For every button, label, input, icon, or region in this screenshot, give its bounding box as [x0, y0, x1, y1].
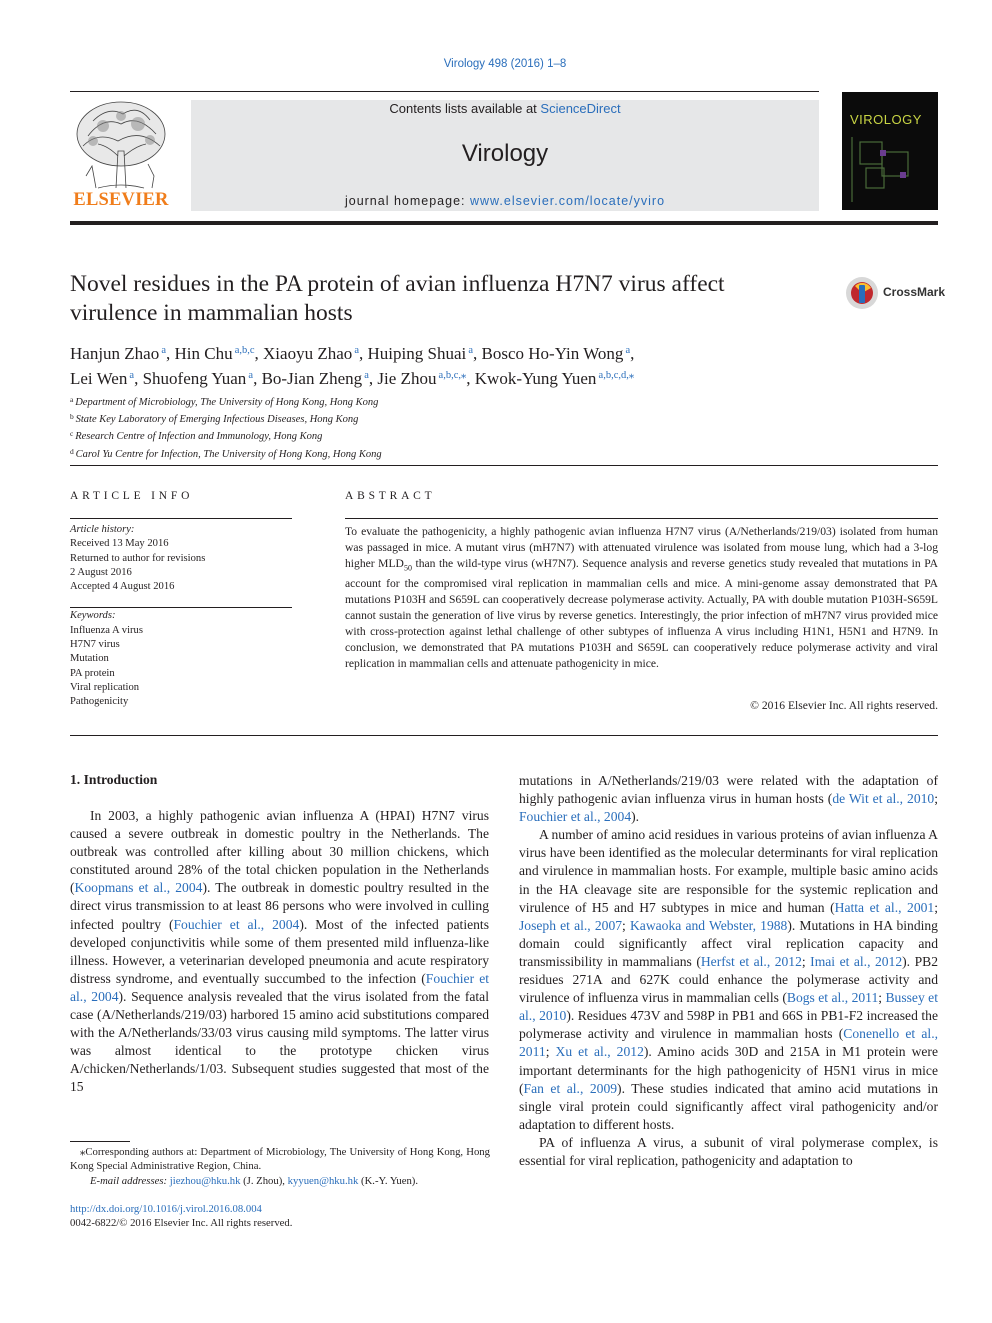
citation-link[interactable]: Imai et al., 2012	[810, 953, 903, 969]
article-info-heading: ARTICLE INFO	[70, 490, 194, 502]
doi-link[interactable]: http://dx.doi.org/10.1016/j.virol.2016.08.004	[70, 1203, 262, 1215]
author-affiliation-marker[interactable]: a	[159, 345, 166, 356]
author-affiliation-marker[interactable]: a	[362, 370, 369, 381]
email-line	[70, 1174, 490, 1188]
paragraph-text: mutations in A/Netherlands/219/03 were related with the adaptation of highly pathogenic avian influenza virus in human hosts (	[519, 773, 938, 807]
abstract-heading: ABSTRACT	[345, 490, 436, 502]
author-name: Xiaoyu Zhao	[263, 344, 353, 363]
paragraph-text: ). Residues 473V and 598P in PB1 and 66S in PB1-F2 increased the polymerase activity and virulence in mammalian hosts (	[519, 1008, 938, 1042]
affiliation-text: Carol Yu Centre for Infection, The University of Hong Kong, Hong Kong	[75, 448, 382, 460]
paragraph-text: ;	[934, 791, 938, 807]
paragraph-text: A number of amino acid residues in various proteins of avian influenza A virus have been identified as the molecular determinants for viral replication and virulence in mammalian hosts. For example, multiple basic amino acids in the HA cleavage site are responsible for the systemic replication and virulence of H5 and H7 subtypes in mice and human (	[519, 827, 938, 915]
body-column-left	[70, 807, 489, 1097]
keyword-item: Influenza A virus	[70, 624, 143, 636]
author-name: Jie Zhou	[377, 369, 437, 388]
paragraph-text: PA of influenza A virus, a subunit of viral polymerase complex, is essential for viral replication, pathogenicity and adaptation to	[519, 1134, 938, 1168]
email-link-yuen[interactable]: kyyuen@hku.hk	[287, 1174, 359, 1187]
abstract-part-1: To evaluate the pathogenicity, a highly pathogenic avian influenza H7N7 virus (A/Netherlands/219/03) isolated from human was passaged in mice. A mutant virus (mH7N7) with attenuated virulence was isolated from mouse lung, which had a 3-log higher MLD	[345, 525, 938, 570]
header-top-rule	[70, 91, 819, 92]
affiliation-item	[70, 445, 670, 462]
email-label: E-mail addresses:	[90, 1174, 170, 1187]
affiliation-text: Research Centre of Infection and Immunology, Hong Kong	[75, 431, 323, 443]
affiliation-text: State Key Laboratory of Emerging Infectious Diseases, Hong Kong	[75, 414, 359, 426]
affiliation-key: b	[70, 412, 76, 422]
keywords-label: Keywords:	[70, 610, 116, 622]
abstract-part-2: than the wild-type virus (wH7N7). Sequence analysis and reverse genetics study revealed that mutations in PA account for the compromised viral replication in mammalian cells and mice. A mini-genome assay demonstrated that PA mutations P103H and S659L can cooperatively decrease polymerase activity. Actually, PA with double mutation P103H-S659L cannot sustain the generation of live virus by reverse genetics. Interestingly, the prior infection of mH7N7 virus provided mice with cross-protection against lethal challenge of other subtypes of influenza A virus including H1N1, H5N1 and H7N9. In conclusion, we demonstrated that PA mutations P103H and S659L can cooperatively reduce polymerase activity and viral replication in mammalian cells and attenuate pathogenicity in mice.	[345, 556, 938, 670]
author-name: Kwok-Yung Yuen	[474, 369, 597, 388]
homepage-link[interactable]: www.elsevier.com/locate/yviro	[470, 194, 666, 208]
intro-paragraph-1-continued	[519, 772, 938, 826]
article-title	[70, 270, 830, 328]
paragraph-text: ;	[545, 1044, 556, 1060]
keyword-item: H7N7 virus	[70, 639, 120, 651]
email-name-zhou: (J. Zhou),	[240, 1174, 288, 1187]
body-column-right	[519, 772, 938, 1170]
journal-name: Virology	[461, 140, 549, 167]
author-separator: ,	[134, 369, 143, 388]
history-label: Article history:	[70, 524, 135, 535]
paragraph-text: ;	[878, 990, 886, 1006]
citation-link[interactable]: Conenello et al., 2011	[519, 1026, 939, 1060]
article-title-line-1: Novel residues in the PA protein of avian influenza H7N7 virus affect	[70, 271, 725, 297]
affiliation-rule	[70, 465, 938, 466]
author-list	[70, 340, 810, 390]
abstract-copyright: © 2016 Elsevier Inc. All rights reserved.	[750, 699, 938, 712]
author-name: Bo-Jian Zheng	[261, 369, 363, 388]
paragraph-text: ;	[801, 953, 811, 969]
homepage-prefix: journal homepage:	[344, 194, 470, 208]
affiliation-list	[70, 393, 670, 462]
author-separator: ,	[166, 344, 175, 363]
article-info	[70, 523, 292, 710]
author-affiliation-marker[interactable]: a	[127, 370, 135, 381]
issn-line: 0042-6822/© 2016 Elsevier Inc. All rights reserved.	[70, 1217, 293, 1230]
paragraph-text: ). Most of the infected patients developed conjunctivitis while some of them presented mild influenza-like illness. However, a veterinarian developed pneumonia and acute respiratory distress syndrome, and eventually succumbed to the infection (	[70, 916, 490, 986]
abstract-subscript: 50	[403, 563, 412, 573]
article-title-line-2: virulence in mammalian hosts	[70, 300, 353, 326]
author-separator: ,	[630, 344, 635, 363]
affiliation-item	[70, 410, 670, 427]
contents-line	[191, 101, 819, 116]
cover-graphic	[842, 132, 938, 210]
keyword-item: Viral replication	[70, 681, 140, 693]
history-item: Returned to author for revisions	[70, 552, 206, 564]
citation-link[interactable]: Hatta et al., 2001	[834, 899, 935, 915]
citation-link[interactable]: Xu et al., 2012	[555, 1044, 644, 1060]
author-separator: ,	[368, 369, 378, 388]
email-link-zhou[interactable]: jiezhou@hku.hk	[169, 1174, 241, 1187]
abstract-bottom-rule	[70, 735, 938, 736]
history-item: 2 August 2016	[70, 566, 132, 578]
citation-link[interactable]: de Wit et al., 2010	[832, 791, 935, 807]
affiliation-item	[70, 427, 670, 444]
history-list	[70, 537, 292, 594]
citation-link[interactable]: Fouchier et al., 2004	[173, 916, 300, 932]
paragraph-text: ). Mutations in HA binding domain could significantly affect viral replication capacity and transmissibility in mammalians (	[519, 917, 938, 969]
author-name: Hin Chu	[174, 344, 233, 363]
citation-link[interactable]: Fouchier et al., 2004	[70, 970, 490, 1004]
header-bottom-rule	[70, 221, 938, 225]
citation-link[interactable]: Fouchier et al., 2004	[519, 809, 632, 825]
footnote-rule	[70, 1141, 130, 1142]
paragraph-text: ). Sequence analysis revealed that the virus isolated from the fatal case (A/Netherlands/219/03) harbored 15 amino acid substitutions compared with the A/Netherlands/33/03 virus causing mild symptoms. The latter virus was almost identical to the prototype chicken virus A/chicken/Netherlands/1/03. Subsequent studies suggested that most of the 15	[70, 988, 489, 1095]
citation-link[interactable]: Kawaoka and Webster, 1988	[629, 917, 788, 933]
history-item: Accepted 4 August 2016	[70, 581, 175, 593]
corresponding-author-note: ⁎Corresponding authors at: Department of Microbiology, The University of Hong Kong, Hong Kong Special Administrative Region, China.	[70, 1146, 490, 1173]
intro-paragraph-3	[519, 1134, 938, 1170]
citation-link[interactable]: Joseph et al., 2007	[519, 917, 623, 933]
author-affiliation-marker[interactable]: a	[466, 345, 473, 356]
keyword-item: PA protein	[70, 667, 115, 679]
paragraph-text: ). PB2 residues 271A and 627K could enhance the polymerase activity and virulence of influenza virus in mammalian cells (	[519, 953, 938, 1006]
citation-link[interactable]: Koopmans et al., 2004	[74, 880, 203, 896]
keyword-item: Pathogenicity	[70, 696, 129, 708]
article-info-rule-top	[70, 518, 292, 519]
author-name: Hanjun Zhao	[70, 344, 160, 363]
affiliation-item	[70, 393, 670, 410]
citation-link[interactable]: Bussey et al., 2010	[519, 990, 938, 1024]
paragraph-text: ). The outbreak in domestic poultry resulted in the direct virus transmission to at least 86 persons who were involved in culling infected poultry (	[70, 880, 489, 932]
author-name: Bosco Ho-Yin Wong	[481, 344, 624, 363]
journal-citation-link[interactable]: Virology 498 (2016) 1–8	[443, 58, 567, 70]
author-affiliation-marker[interactable]: a,b,c,d,⁎	[596, 370, 635, 381]
introduction-heading: 1. Introduction	[70, 772, 158, 787]
author-name: Lei Wen	[70, 369, 128, 388]
author-separator: ,	[466, 369, 475, 388]
affiliation-key: a	[70, 395, 76, 404]
footnotes	[70, 1145, 490, 1188]
history-item: Received 13 May 2016	[70, 538, 169, 550]
author-separator: ,	[359, 344, 368, 363]
email-name-yuen: (K.-Y. Yuen).	[358, 1174, 419, 1187]
keywords-list	[70, 624, 292, 710]
intro-paragraph-2	[519, 826, 938, 1134]
crossmark-icon[interactable]	[845, 276, 881, 310]
citation-link[interactable]: Fan et al., 2009	[523, 1080, 618, 1096]
intro-paragraph-1	[70, 807, 489, 1097]
publisher-name: ELSEVIER	[73, 190, 169, 210]
author-affiliation-marker[interactable]: a,b,c,⁎	[436, 370, 467, 381]
doi-block	[70, 1202, 292, 1231]
paragraph-text: ;	[622, 917, 630, 933]
author-affiliation-marker[interactable]: a	[246, 370, 254, 381]
contents-prefix: Contents lists available at	[389, 101, 541, 116]
abstract-text	[345, 524, 938, 671]
author-separator: ,	[254, 344, 264, 363]
journal-cover-image	[842, 92, 938, 210]
citation-link[interactable]: Herfst et al., 2012	[700, 953, 802, 969]
affiliation-text: Department of Microbiology, The University of Hong Kong, Hong Kong	[75, 397, 379, 408]
author-name: Shuofeng Yuan	[142, 369, 247, 388]
author-separator: ,	[253, 369, 262, 388]
abstract-rule-top	[345, 518, 938, 519]
affiliation-key: c	[70, 429, 76, 439]
paragraph-text: ).	[631, 809, 640, 825]
author-affiliation-marker[interactable]: a,b,c	[232, 345, 255, 356]
article-info-rule-mid	[70, 607, 292, 608]
keyword-item: Mutation	[70, 653, 109, 665]
citation-link[interactable]: Bogs et al., 2011	[786, 990, 879, 1006]
cover-title: VIROLOGY	[850, 112, 922, 127]
homepage-line	[191, 194, 819, 208]
paragraph-text: In 2003, a highly pathogenic avian influenza A (HPAI) H7N7 virus caused a severe outbreak in domestic poultry in the Netherlands. The outbreak was controlled after killing about 30 million chickens, which constituted around 28% of the total chicken population in the Netherlands (	[70, 808, 489, 896]
affiliation-key: d	[70, 446, 76, 456]
author-separator: ,	[473, 344, 482, 363]
author-affiliation-marker[interactable]: a	[352, 345, 360, 356]
crossmark-label[interactable]: CrossMark	[883, 285, 946, 299]
sciencedirect-link[interactable]: ScienceDirect	[540, 101, 621, 116]
paragraph-text: ;	[934, 899, 938, 915]
author-name: Huiping Shuai	[367, 344, 467, 363]
paragraph-text: ). Amino acids 30D and 215A in M1 protein were important determinants for the high pathogenicity of H5N1 virus in mice (	[519, 1044, 938, 1096]
paragraph-text: ). These studies indicated that amino acid mutations in single viral protein could significantly affect viral pathogenicity and/or adaptation to different hosts.	[519, 1080, 938, 1132]
author-affiliation-marker[interactable]: a	[623, 345, 631, 356]
